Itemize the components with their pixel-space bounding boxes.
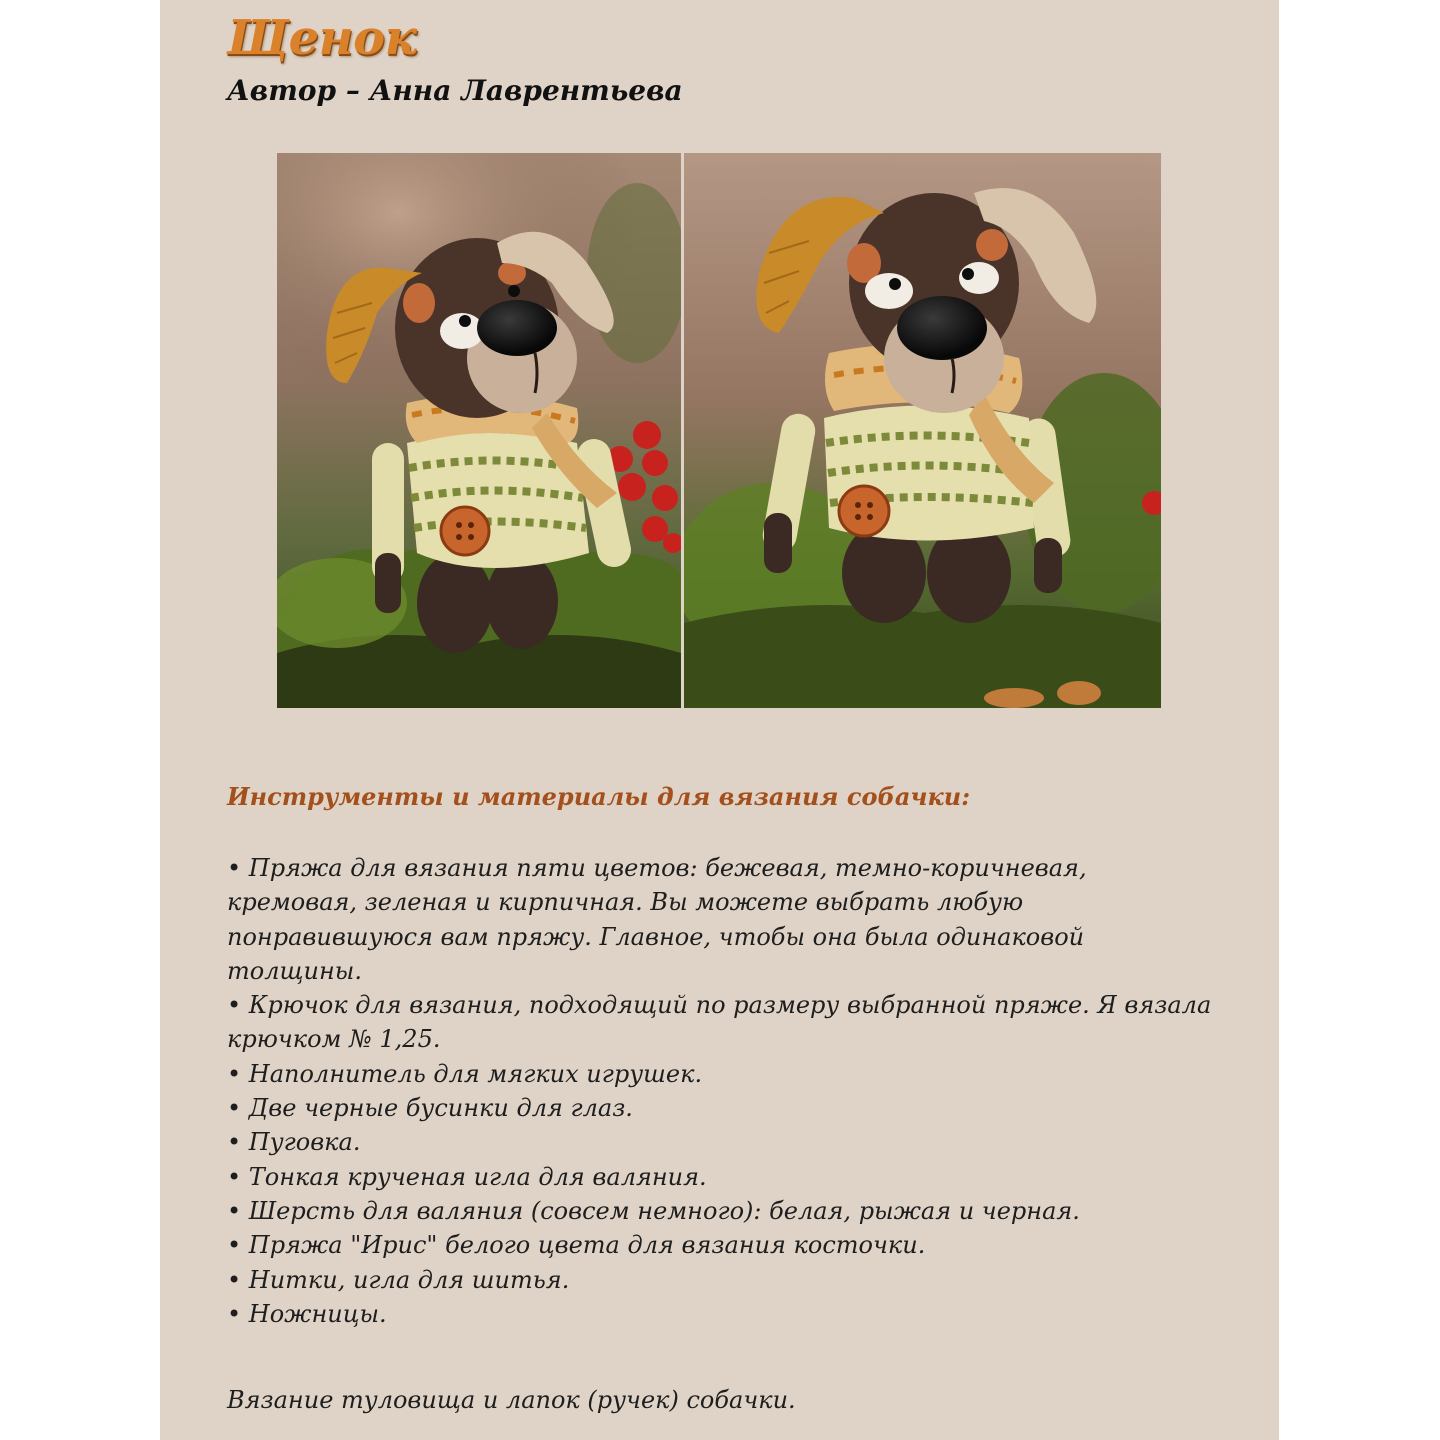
list-item: • Ножницы. xyxy=(227,1299,387,1328)
list-item: • Тонкая крученая игла для валяния. xyxy=(227,1162,707,1191)
list-item: • Пряжа для вязания пяти цветов: бежевая, темно-коричневая, кремовая, зеленая и кирпичная. Вы можете выбрать любую понравившуюся вам пряжу. Главное, чтобы она была одинаковой толщины. xyxy=(227,854,1087,985)
list-item: • Нитки, игла для шитья. xyxy=(227,1265,570,1294)
puppy-photo-right-image xyxy=(684,153,1161,708)
author-line: Автор – Анна Лаврентьева xyxy=(227,74,683,107)
document-title: Щенок xyxy=(227,10,417,66)
list-item: • Крючок для вязания, подходящий по размеру выбранной пряже. Я вязала крючком № 1,25. xyxy=(227,991,1212,1054)
document-page xyxy=(160,0,1279,1440)
materials-heading: Инструменты и материалы для вязания собачки: xyxy=(227,782,971,811)
section-intro-body-knitting: Вязание туловища и лапок (ручек) собачки. xyxy=(227,1386,796,1414)
list-item: • Шерсть для валяния (совсем немного): белая, рыжая и черная. xyxy=(227,1196,1080,1225)
puppy-photo-left xyxy=(277,153,681,708)
list-item: • Две черные бусинки для глаз. xyxy=(227,1094,633,1123)
puppy-photo-left-image xyxy=(277,153,681,708)
list-item: • Пуговка. xyxy=(227,1128,361,1157)
puppy-photo-right xyxy=(684,153,1161,708)
list-item: • Пряжа "Ирис" белого цвета для вязания косточки. xyxy=(227,1231,926,1260)
list-item: • Наполнитель для мягких игрушек. xyxy=(227,1059,703,1088)
materials-list xyxy=(227,851,1217,1331)
